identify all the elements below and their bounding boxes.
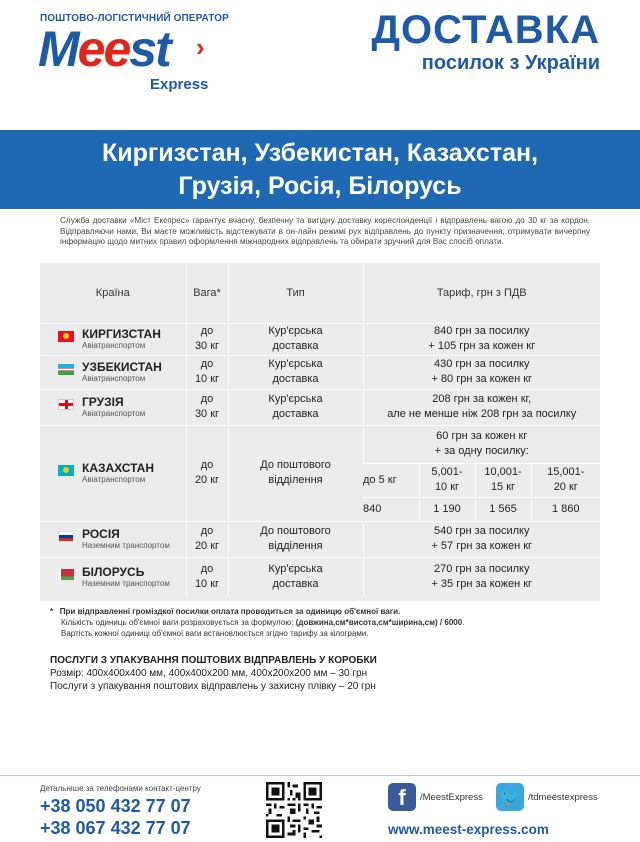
- note-line-2: Кількість одиниць об'ємної ваги розраховується за формулою:: [61, 618, 296, 627]
- tariff-value: + 57 грн за кожен кг: [431, 540, 533, 552]
- belarus-flag-icon: [58, 569, 74, 580]
- tier-price: 1 860: [531, 497, 600, 521]
- uzbekistan-flag-icon: [58, 364, 74, 375]
- note-line-1: При відправленні громіздкої посилки оплата проводиться за одиницю об'ємної ваги.: [59, 607, 401, 616]
- country-name: ГРУЗІЯ: [82, 395, 124, 409]
- transport-type: Авіатранспортом: [82, 374, 146, 383]
- tariff-value: 430 грн за посилку: [434, 358, 530, 370]
- russia-flag-icon: [58, 531, 74, 542]
- twitter-icon[interactable]: 🐦: [496, 783, 524, 811]
- packaging-heading: ПОСЛУГИ З УПАКУВАННЯ ПОШТОВИХ ВІДПРАВЛЕНЬ У КОРОБКИ: [50, 655, 377, 666]
- note-formula: (довжина,см*висота,см*ширина,см) / 6000: [295, 618, 463, 627]
- transport-type: Наземним транспортом: [82, 579, 170, 589]
- tariff-value: 208 грн за кожен кг,: [432, 393, 532, 405]
- header-country: Країна: [95, 286, 130, 299]
- table-row: [40, 355, 600, 389]
- tariff-table: [40, 263, 600, 601]
- footer-divider: [0, 775, 640, 776]
- delivery-type: До поштового: [260, 459, 331, 471]
- weight-value: до: [200, 325, 214, 337]
- tier-range: 10 кг: [434, 481, 460, 493]
- tariff-value: 60 грн за кожен кг: [436, 430, 528, 442]
- country-name: РОСІЯ: [82, 527, 120, 541]
- delivery-type: доставка: [272, 578, 319, 591]
- page-title: ДОСТАВКА: [371, 8, 600, 52]
- header: [0, 0, 640, 130]
- country-name: УЗБЕКИСТАН: [82, 360, 162, 374]
- header-type: Тип: [228, 263, 363, 323]
- delivery-type: Кур'єрська: [268, 358, 323, 370]
- weight-value: 30 кг: [194, 408, 220, 420]
- tier-range: 5,001-: [431, 466, 463, 478]
- weight-value: до: [200, 459, 214, 471]
- delivery-type: До поштового: [260, 525, 331, 537]
- meest-logo: Meest: [38, 21, 170, 77]
- tariff-value: + 35 грн за кожен кг: [431, 578, 533, 591]
- weight-value: до: [200, 393, 214, 405]
- weight-value: до: [200, 358, 214, 370]
- transport-type: Наземним транспортом: [82, 541, 170, 550]
- note-star: *: [50, 607, 54, 616]
- facebook-icon[interactable]: f: [388, 783, 416, 811]
- facebook-link[interactable]: /MeestExpress: [420, 792, 483, 803]
- table-row: [40, 323, 600, 355]
- kyrgyzstan-flag-icon: [58, 331, 74, 342]
- delivery-type: Кур'єрська: [268, 325, 323, 337]
- packaging-services: [50, 654, 600, 693]
- header-tariff: Тариф, грн з ПДВ: [363, 263, 600, 323]
- country-name: КИРГИЗСТАН: [82, 327, 161, 341]
- banner-line-2: Грузія, Росія, Білорусь: [178, 172, 462, 200]
- weight-value: 20 кг: [194, 474, 220, 486]
- weight-value: до: [200, 525, 214, 537]
- transport-type: Авіатранспортом: [82, 409, 146, 418]
- logo-subtitle: Express: [150, 76, 209, 93]
- tariff-value: 270 грн за посилку: [434, 563, 530, 576]
- delivery-type: відділення: [268, 540, 323, 552]
- volumetric-weight-notes: [50, 606, 600, 639]
- weight-value: 30 кг: [194, 340, 220, 352]
- tier-range: 15 кг: [490, 481, 516, 493]
- logo-chevron-icon: ›: [196, 32, 205, 62]
- tariff-value: 840 грн за посилку: [434, 325, 530, 337]
- weight-value: 10 кг: [194, 373, 220, 385]
- country-name: КАЗАХСТАН: [82, 461, 154, 475]
- table-row: [40, 557, 600, 597]
- page-subtitle: посилок з України: [421, 52, 600, 74]
- table-header: [40, 263, 600, 323]
- phone-2[interactable]: +38 067 432 77 07: [40, 818, 191, 838]
- qr-code-icon[interactable]: [266, 782, 322, 838]
- tariff-value: 540 грн за посилку: [434, 525, 530, 537]
- tariff-value: але не менше ніж 208 грн за посилку: [387, 408, 577, 420]
- table-row: [40, 389, 600, 425]
- delivery-type: відділення: [268, 474, 323, 486]
- countries-banner: [0, 130, 640, 209]
- website-link[interactable]: www.meest-express.com: [388, 822, 549, 837]
- note-line-2-end: .: [462, 618, 465, 627]
- tagline: ПОШТОВО-ЛОГІСТИЧНИЙ ОПЕРАТОР: [40, 13, 229, 24]
- intro-text: Служба доставки «Міст Експрес» гарантує вчасну, безпечну та вигідну доставку кореспонденції і відправлень вагою до 30 кг за кордон. Відправляючи нами, Ви маєте можливість відстежувати в он-лайн режимі рух відправлень до пункту призначення, отримувати вичерпну інформацію щодо митних правил оформлення міжнародних відправлень та обирати зручний для Вас спосіб оплати.: [60, 216, 590, 246]
- delivery-type: Кур'єрська: [268, 393, 323, 405]
- weight-value: 20 кг: [194, 540, 220, 552]
- banner-line-1: Киргизстан, Узбекистан, Казахстан,: [101, 139, 539, 167]
- transport-type: Авіатранспортом: [82, 475, 146, 484]
- tier-range: 20 кг: [553, 481, 578, 493]
- tier-range: 15,001-: [547, 466, 585, 478]
- tier-range: 10,001-: [484, 466, 522, 478]
- kazakhstan-flag-icon: [58, 465, 74, 476]
- weight-value: до: [200, 563, 214, 576]
- tariff-value: + 105 грн за кожен кг: [428, 340, 536, 352]
- country-name: БІЛОРУСЬ: [82, 565, 145, 580]
- note-line-3: Вартість кожної одиниці об'ємної ваги встановлюється згідно тарифу за кілограми.: [61, 629, 369, 638]
- table-row: [40, 425, 600, 463]
- packaging-line-2: Послуги з упакування поштових відправлень у захисну плівку – 20 грн: [50, 681, 376, 692]
- delivery-type: доставка: [272, 340, 319, 352]
- tier-price: 1 190: [419, 497, 475, 521]
- delivery-type: Кур'єрська: [268, 563, 323, 576]
- tariff-value: + за одну посилку:: [434, 445, 529, 457]
- tier-range: до 5 кг: [363, 473, 397, 486]
- delivery-type: доставка: [272, 373, 319, 385]
- tier-price: 1 565: [475, 497, 531, 521]
- tariff-value: + 80 грн за кожен кг: [431, 373, 533, 385]
- packaging-line-1: Розмір: 400х400х400 мм, 400х400х200 мм, 400х200х200 мм – 30 грн: [50, 668, 368, 679]
- weight-value: 10 кг: [194, 578, 220, 591]
- tier-price: 840: [363, 497, 419, 521]
- table-row: [40, 521, 600, 557]
- transport-type: Авіатранспортом: [82, 341, 146, 350]
- contact-label: Детальніше за телефонами контакт-центру: [40, 784, 201, 793]
- twitter-link[interactable]: /tdmeestexpress: [528, 792, 598, 803]
- phone-1[interactable]: +38 050 432 77 07: [40, 796, 191, 816]
- georgia-flag-icon: [58, 399, 74, 410]
- header-weight: Вага*: [186, 263, 228, 323]
- delivery-type: доставка: [272, 408, 319, 420]
